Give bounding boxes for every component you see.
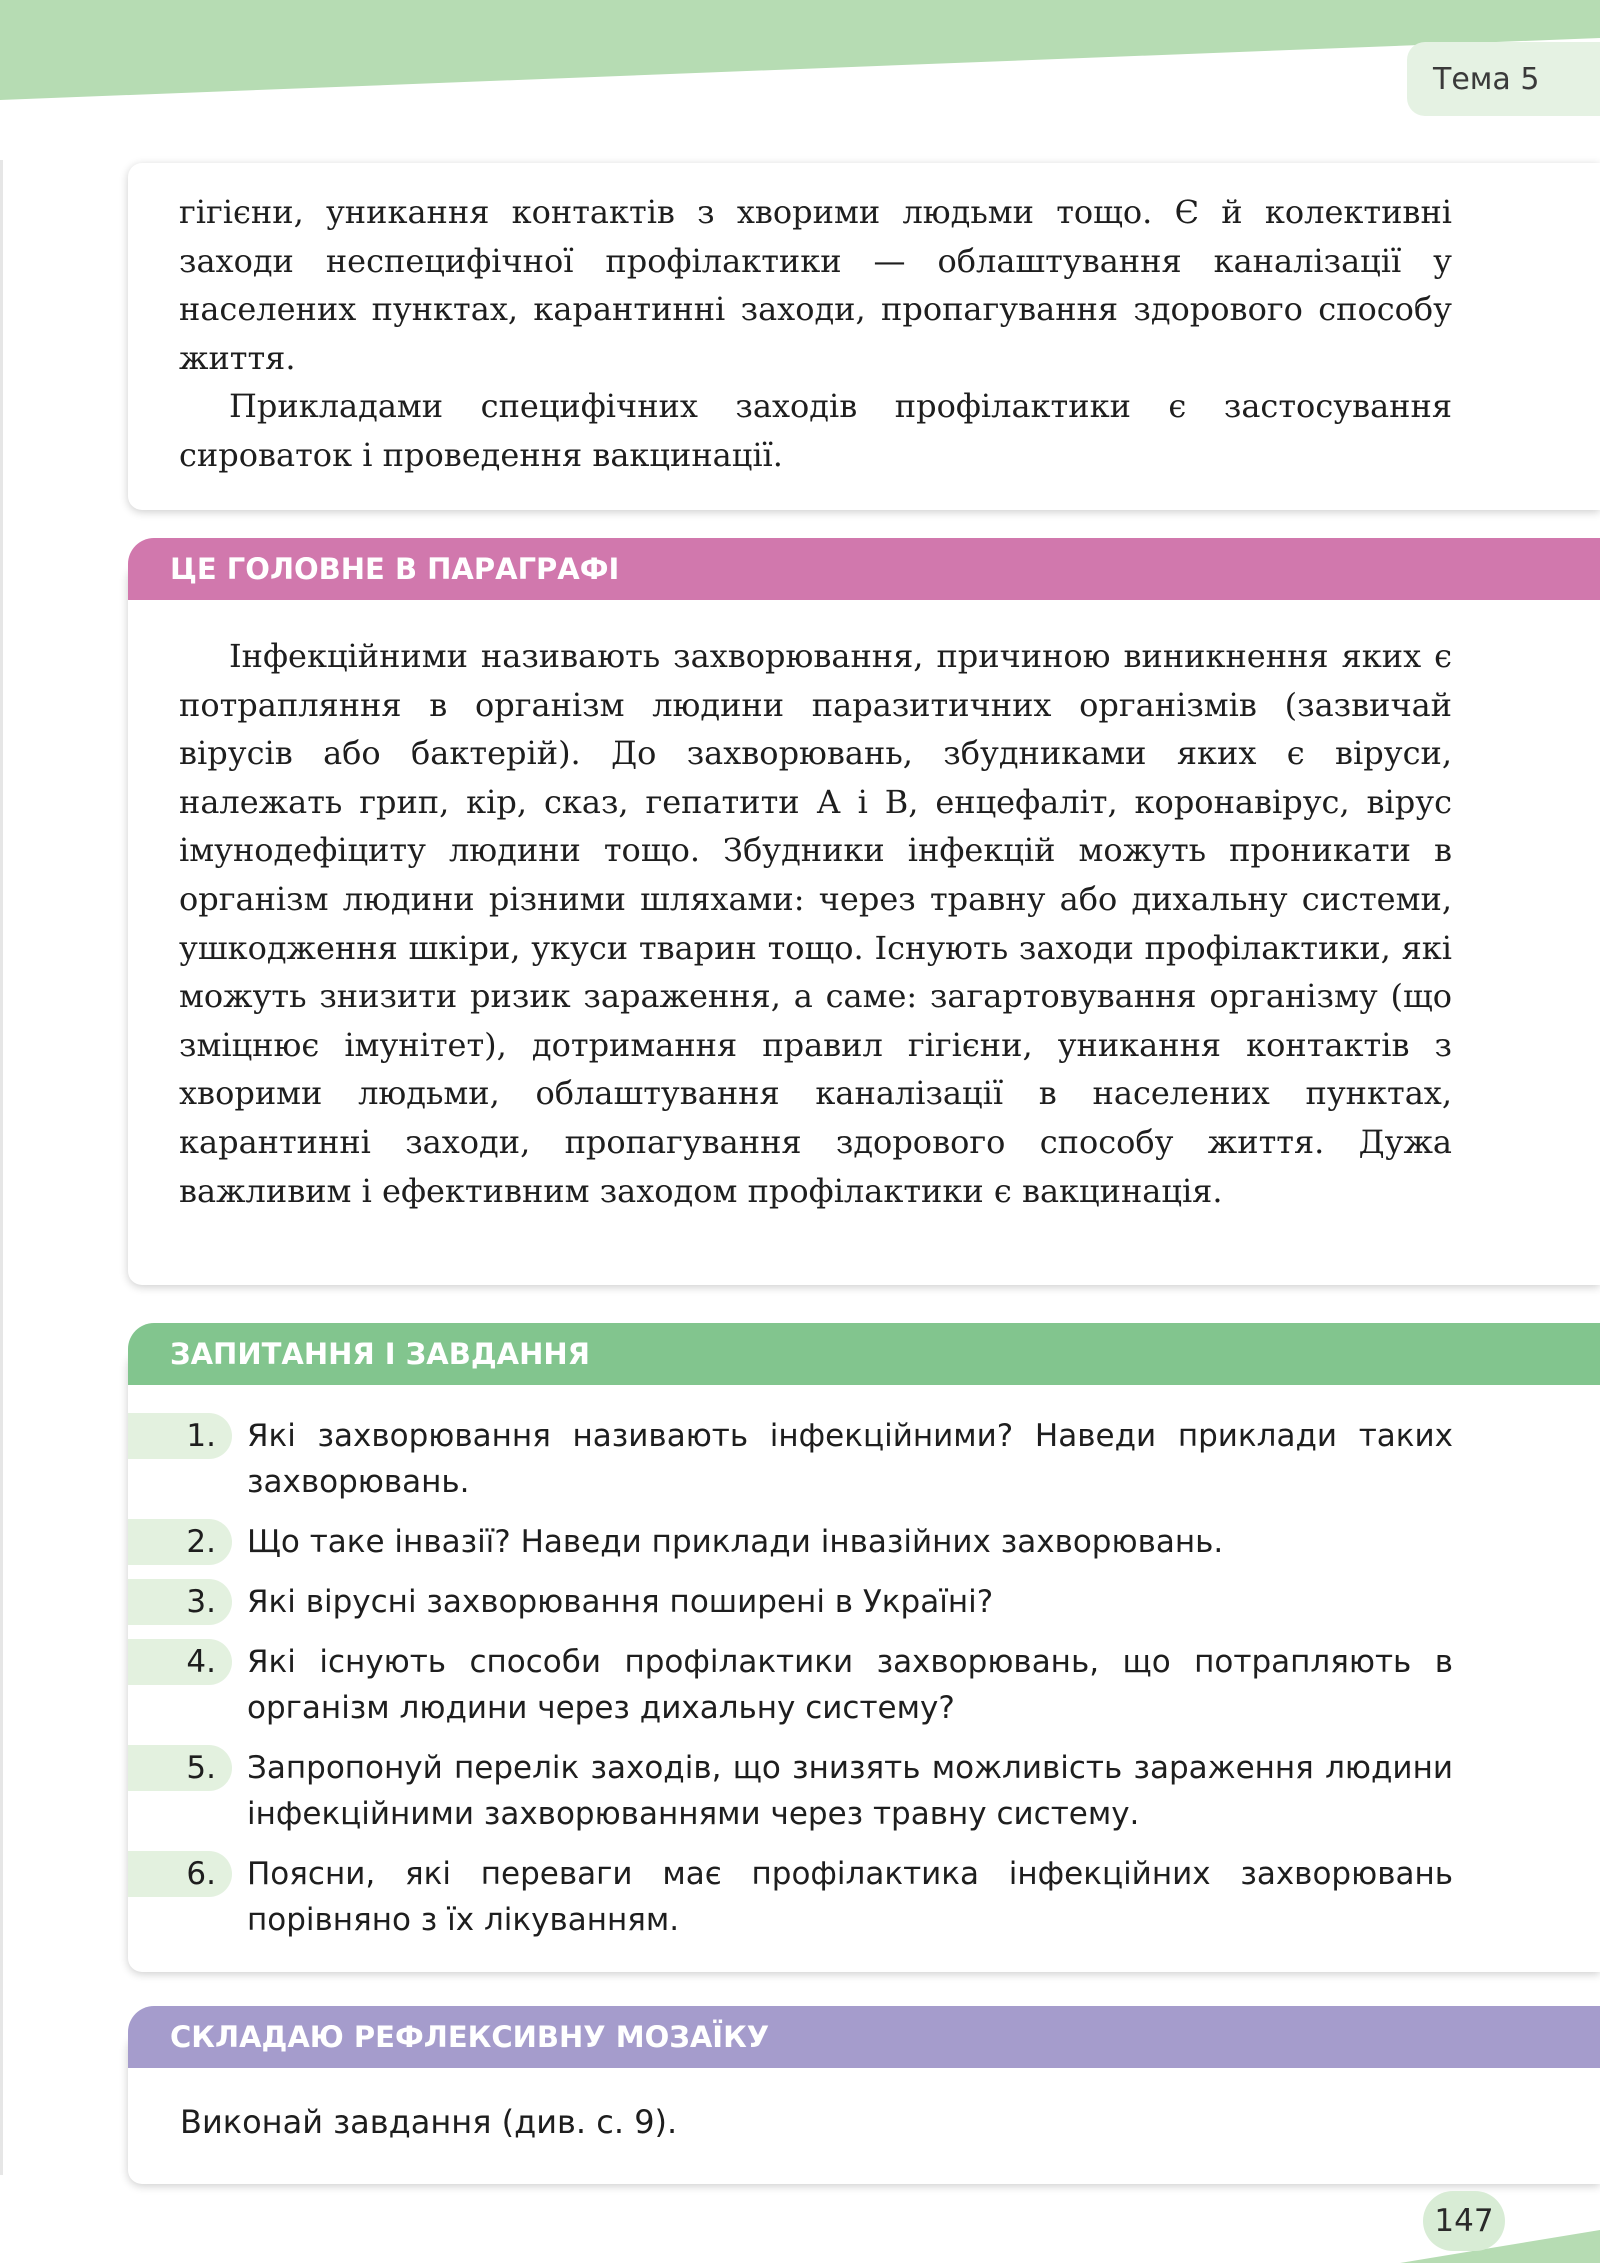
question-number: 4. bbox=[128, 1639, 232, 1685]
question-number: 3. bbox=[128, 1579, 232, 1625]
question-number: 1. bbox=[128, 1413, 232, 1459]
question-text: Які захворювання називають інфекційними? Наведи приклади таких захворювань. bbox=[247, 1418, 1453, 1500]
question-text: Які вірусні захворювання поширені в Україні? bbox=[247, 1584, 994, 1620]
question-item-1 bbox=[128, 1413, 1600, 1505]
question-item-2 bbox=[128, 1519, 1600, 1565]
question-text: Що таке інвазії? Наведи приклади інвазійних захворювань. bbox=[247, 1524, 1224, 1560]
page-number: 147 bbox=[1423, 2191, 1505, 2251]
intro-paragraph-1: гігієни, уникання контактів з хворими людьми тощо. Є й колективні заходи неспецифічної профілактики — облаштування каналізації у населених пунктах, карантинні заходи, пропагування здорового способу життя. bbox=[179, 193, 1452, 377]
summary-header: ЦЕ ГОЛОВНЕ В ПАРАГРАФІ bbox=[128, 538, 1600, 600]
question-text: Поясни, які переваги має профілактика інфекційних захворювань порівняно з їх лікуванням. bbox=[247, 1856, 1453, 1938]
question-item-6 bbox=[128, 1851, 1600, 1943]
question-item-4 bbox=[128, 1639, 1600, 1731]
question-text: Які існують способи профілактики захворювань, що потрапляють в організм людини через дихальну систему? bbox=[247, 1644, 1453, 1726]
page-edge-rule bbox=[0, 160, 3, 2175]
questions-list bbox=[128, 1413, 1600, 1943]
intro-text bbox=[179, 188, 1452, 480]
question-text: Запропонуй перелік заходів, що знизять можливість зараження людини інфекційними захворюваннями через травну систему. bbox=[247, 1750, 1453, 1832]
question-number: 6. bbox=[128, 1851, 232, 1897]
summary-text bbox=[179, 632, 1452, 1215]
theme-label: Тема 5 bbox=[1407, 42, 1600, 116]
reflection-task: Виконай завдання (див. с. 9). bbox=[180, 2103, 678, 2141]
intro-paragraph-2: Прикладами специфічних заходів профілактики є застосування сироваток і проведення вакцинації. bbox=[179, 387, 1452, 474]
question-number: 5. bbox=[128, 1745, 232, 1791]
question-item-5 bbox=[128, 1745, 1600, 1837]
questions-header: ЗАПИТАННЯ І ЗАВДАННЯ bbox=[128, 1323, 1600, 1385]
question-item-3 bbox=[128, 1579, 1600, 1625]
header-band bbox=[0, 0, 1600, 110]
reflection-header: СКЛАДАЮ РЕФЛЕКСИВНУ МОЗАЇКУ bbox=[128, 2006, 1600, 2068]
question-number: 2. bbox=[128, 1519, 232, 1565]
summary-paragraph: Інфекційними називають захворювання, причиною виникнення яких є потрапляння в організм людини паразитичних організмів (зазвичай вірусів або бактерій). До захворювань, збудниками яких є віруси, належать грип, кір, сказ, гепатити А і В, енцефаліт, коронавірус, вірус імунодефіциту людини тощо. Збудники інфекцій можуть проникати в організм людини різними шляхами: через травну або дихальну системи, ушкодження шкіри, укуси тварин тощо. Існують заходи профілактики, які можуть знизити ризик зараження, а саме: загартовування організму (що зміцнює імунітет), дотримання правил гігієни, уникання контактів з хворими людьми, облаштування каналізації в населених пунктах, карантинні заходи, пропагування здорового способу життя. Дужа важливим і ефективним заходом профілактики є вакцинація. bbox=[179, 637, 1452, 1210]
